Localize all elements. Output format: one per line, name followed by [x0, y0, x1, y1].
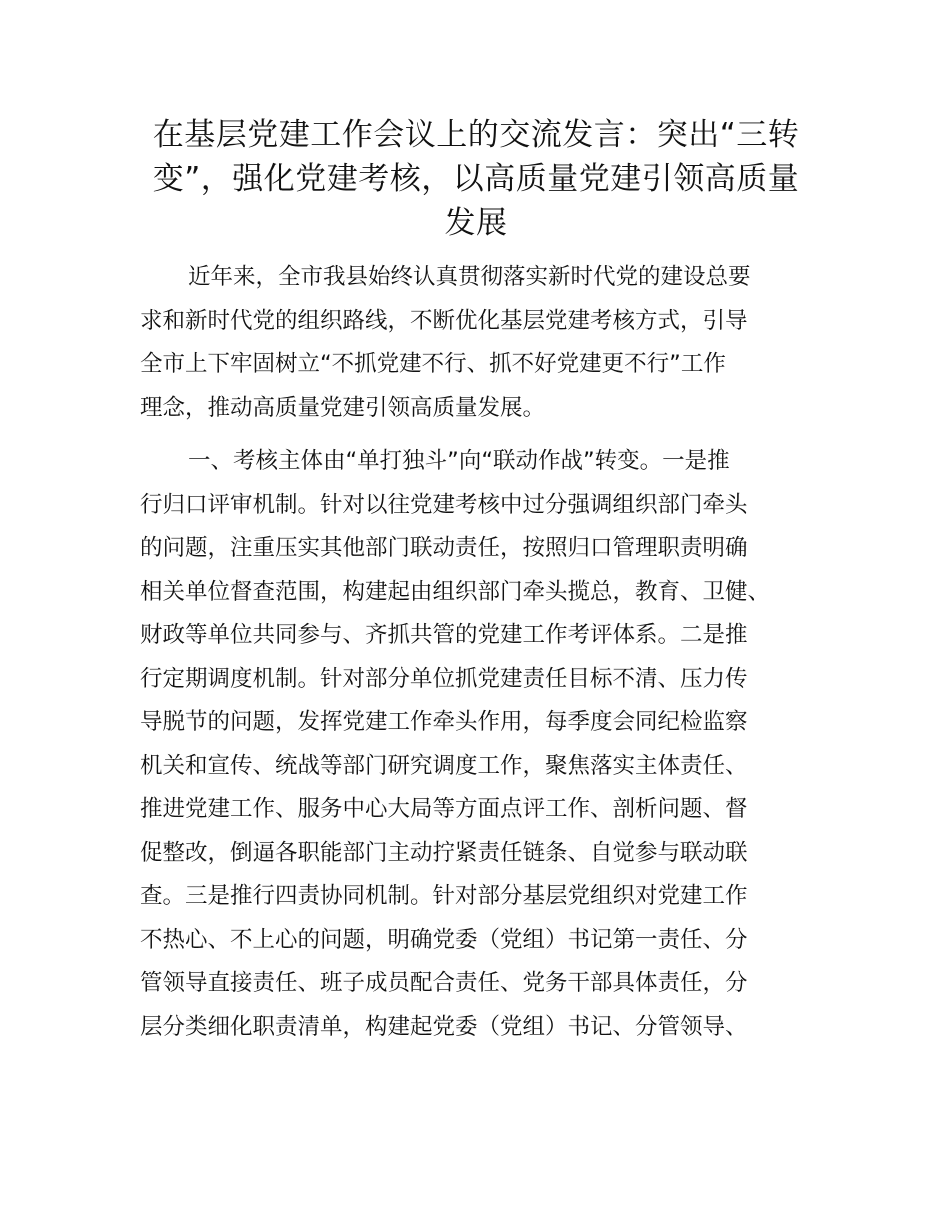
text-line: 行归口评审机制。针对以往党建考核中过分强调组织部门牵头 [140, 491, 748, 518]
text-line: 财政等单位共同参与、齐抓共管的党建工作考评体系。二是推 [140, 622, 748, 648]
text-line: 机关和宣传、统战等部门研究调度工作，聚焦落实主体责任、 [140, 752, 748, 779]
text-line: 的问题，注重压实其他部门联动责任，按照归口管理职责明确 [140, 535, 748, 561]
text-line: 近年来，全市我县始终认真贯彻落实新时代党的建设总要 [188, 264, 751, 290]
text-line: 行定期调度机制。针对部分单位抓党建责任目标不清、压力传 [140, 665, 748, 692]
title-line: 变”，强化党建考核，以高质量党建引领高质量 [152, 161, 800, 197]
text-line: 全市上下牢固树立“不抓党建不行、抓不好党建更不行”工作 [140, 351, 726, 377]
title-line: 发展 [444, 205, 508, 241]
text-line: 管领导直接责任、班子成员配合责任、党务干部具体责任，分 [140, 970, 748, 996]
text-line: 层分类细化职责清单，构建起党委（党组）书记、分管领导、 [140, 1013, 748, 1040]
text-line: 不热心、不上心的问题，明确党委（党组）书记第一责任、分 [140, 926, 748, 953]
title-line: 在基层党建工作会议上的交流发言：突出“三转 [152, 117, 800, 153]
text-line: 一、考核主体由“单打独斗”向“联动作战”转变。一是推 [188, 448, 730, 474]
text-line: 查。三是推行四责协同机制。针对部分基层党组织对党建工作 [140, 883, 748, 909]
paragraph-intro [140, 256, 820, 430]
text-line: 导脱节的问题，发挥党建工作牵头作用，每季度会同纪检监察 [140, 709, 748, 735]
text-line: 理念，推动高质量党建引领高质量发展。 [140, 394, 546, 421]
text-line: 求和新时代党的组织路线，不断优化基层党建考核方式，引导 [140, 307, 748, 334]
text-line: 相关单位督查范围，构建起由组织部门牵头揽总，教育、卫健、 [140, 578, 771, 605]
text-line: 推进党建工作、服务中心大局等方面点评工作、剖析问题、督 [140, 796, 748, 822]
document-title [140, 113, 812, 245]
paragraph-section-one [140, 440, 820, 1049]
text-line: 促整改，倒逼各职能部门主动拧紧责任链条、自觉参与联动联 [140, 839, 748, 866]
